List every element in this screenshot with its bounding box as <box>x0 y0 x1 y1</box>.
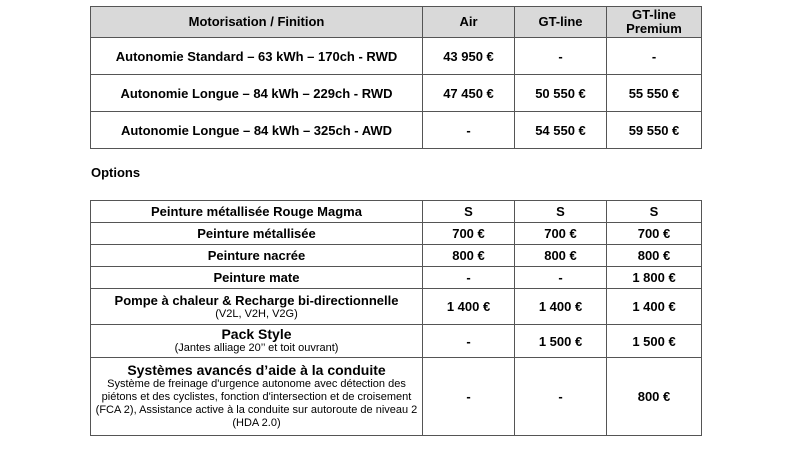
option-gtline-cell: 800 € <box>515 245 607 267</box>
table-row <box>91 112 702 149</box>
option-premium-cell: 800 € <box>607 358 702 436</box>
option-premium-cell: S <box>607 201 702 223</box>
table-row <box>91 245 702 267</box>
table-row <box>91 358 702 436</box>
table-row <box>91 325 702 358</box>
option-gtline-cell: 1 500 € <box>515 325 607 358</box>
pricing-cell: - <box>423 112 515 149</box>
header-gtline-premium-line1: GT-line <box>631 7 677 22</box>
option-label: Peinture mate <box>91 267 423 289</box>
option-label-cell <box>91 358 423 436</box>
pricing-cell: 54 550 € <box>515 112 607 149</box>
pricing-cell: Autonomie Longue – 84 kWh – 229ch - RWD <box>91 75 423 112</box>
option-air-cell: - <box>423 325 515 358</box>
option-air-cell: - <box>423 358 515 436</box>
pricing-cell: - <box>607 38 702 75</box>
pricing-cell: 59 550 € <box>607 112 702 149</box>
pricing-cell: Autonomie Standard – 63 kWh – 170ch - RWD <box>91 38 423 75</box>
option-premium-cell: 1 400 € <box>607 289 702 325</box>
table-row <box>91 201 702 223</box>
option-label-cell <box>91 325 423 358</box>
option-label: Systèmes avancés d’aide à la conduite <box>127 362 386 378</box>
option-sublabel: (V2L, V2H, V2G) <box>215 307 298 320</box>
pricing-cell: 47 450 € <box>423 75 515 112</box>
option-premium-cell: 800 € <box>607 245 702 267</box>
option-label: Peinture métallisée <box>91 223 423 245</box>
option-sublabel: Système de freinage d'urgence autonome avec détection des piétons et des cyclistes, fonction d'intersection et de croisement (FCA 2), Assistance active à la conduite sur autoroute de niveau 2 (HDA 2.0) <box>95 378 418 429</box>
pricing-table <box>90 6 702 149</box>
table-row <box>91 267 702 289</box>
pricing-cell: Autonomie Longue – 84 kWh – 325ch - AWD <box>91 112 423 149</box>
pricing-cell: - <box>515 38 607 75</box>
option-premium-cell: 1 500 € <box>607 325 702 358</box>
table-row <box>91 75 702 112</box>
header-motorisation: Motorisation / Finition <box>91 7 423 38</box>
option-label: Peinture métallisée Rouge Magma <box>91 201 423 223</box>
table-row <box>91 38 702 75</box>
option-sublabel: (Jantes alliage 20’’ et toit ouvrant) <box>174 342 339 354</box>
option-label: Pack Style <box>221 326 292 342</box>
option-premium-cell: 700 € <box>607 223 702 245</box>
option-gtline-cell: - <box>515 358 607 436</box>
options-heading: Options <box>91 165 141 180</box>
header-air: Air <box>423 7 515 38</box>
option-label: Peinture nacrée <box>91 245 423 267</box>
option-air-cell: 800 € <box>423 245 515 267</box>
pricing-header-row <box>91 7 702 38</box>
pricing-cell: 43 950 € <box>423 38 515 75</box>
pricing-cell: 55 550 € <box>607 75 702 112</box>
option-gtline-cell: - <box>515 267 607 289</box>
table-row <box>91 223 702 245</box>
header-gtline: GT-line <box>515 7 607 38</box>
pricing-cell: 50 550 € <box>515 75 607 112</box>
option-label-cell <box>91 289 423 325</box>
option-air-cell: 700 € <box>423 223 515 245</box>
options-table <box>90 200 702 436</box>
option-air-cell: S <box>423 201 515 223</box>
option-gtline-cell: 1 400 € <box>515 289 607 325</box>
option-premium-cell: 1 800 € <box>607 267 702 289</box>
table-row <box>91 289 702 325</box>
option-air-cell: - <box>423 267 515 289</box>
option-gtline-cell: S <box>515 201 607 223</box>
option-air-cell: 1 400 € <box>423 289 515 325</box>
header-gtline-premium-line2: Premium <box>626 21 682 36</box>
option-gtline-cell: 700 € <box>515 223 607 245</box>
header-gtline-premium <box>607 7 702 38</box>
option-label: Pompe à chaleur & Recharge bi-directionnelle <box>114 292 399 308</box>
